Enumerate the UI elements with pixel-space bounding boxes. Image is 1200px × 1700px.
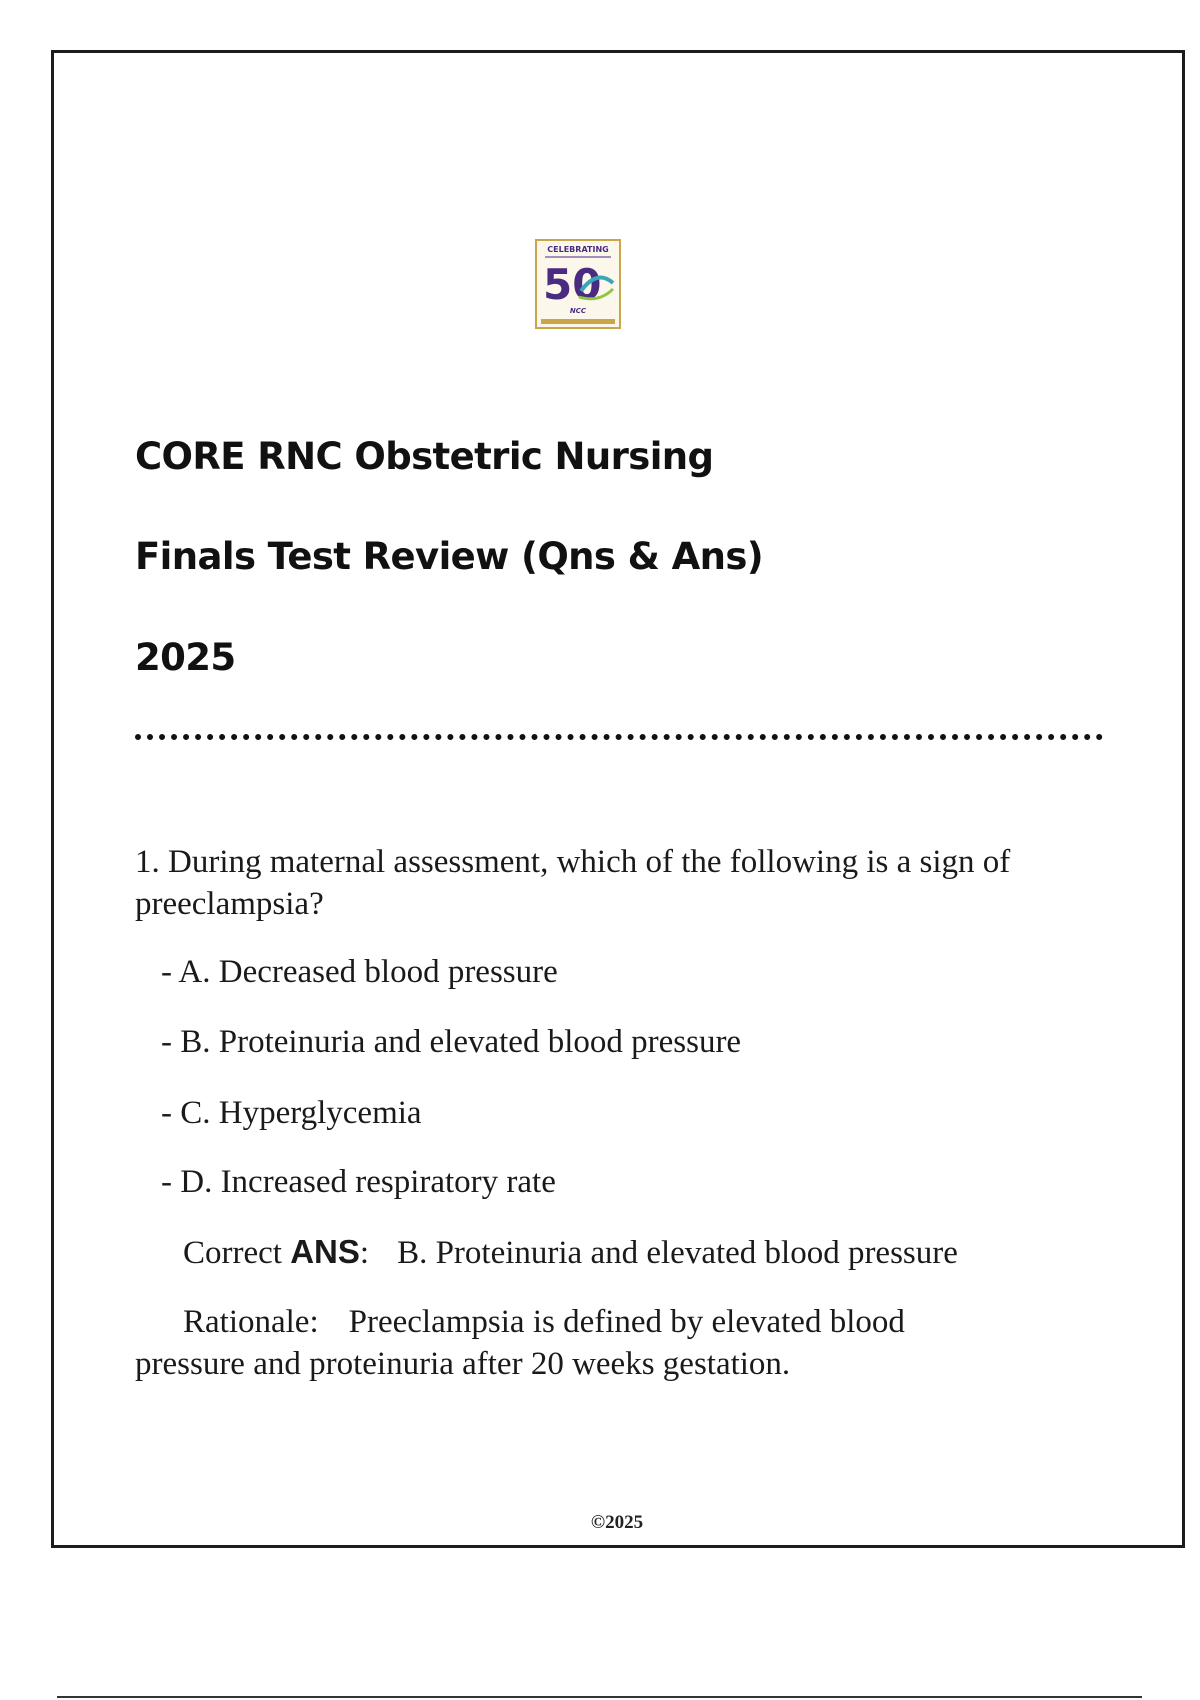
logo-number: 50 — [543, 260, 602, 309]
rationale-text-1: Preeclampsia is defined by elevated blood — [348, 1304, 905, 1340]
question-text-line-1: 1. During maternal assessment, which of the following is a sign of — [135, 844, 1011, 880]
option-a: - A. Decreased blood pressure — [161, 954, 558, 990]
answer-key: ANS — [290, 1233, 360, 1270]
rationale-line-2: pressure and proteinuria after 20 weeks gestation. — [135, 1346, 791, 1382]
title-line-2: Finals Test Review (Qns & Ans) — [135, 535, 764, 578]
logo-graphic — [537, 241, 619, 327]
answer-text: B. Proteinuria and elevated blood pressure — [397, 1235, 958, 1271]
title-line-3: 2025 — [135, 636, 236, 679]
option-d: - D. Increased respiratory rate — [161, 1164, 556, 1200]
logo-top-text: CELEBRATING — [547, 245, 609, 254]
dotted-divider — [135, 734, 1103, 740]
option-c: - C. Hyperglycemia — [161, 1095, 422, 1131]
answer-prefix: Correct — [183, 1235, 291, 1271]
correct-answer — [183, 1231, 958, 1274]
celebrating-50-logo — [535, 239, 621, 329]
rationale-line-1 — [183, 1301, 905, 1343]
copyright-footer: ©2025 — [590, 1512, 644, 1533]
title-line-1: CORE RNC Obstetric Nursing — [135, 435, 714, 478]
bottom-rule — [57, 1696, 1142, 1698]
option-b: - B. Proteinuria and elevated blood pressure — [161, 1024, 742, 1060]
rationale-label: Rationale: — [183, 1304, 319, 1340]
logo-org: NCC — [569, 307, 587, 315]
question-text-line-2: preeclampsia? — [135, 886, 324, 922]
answer-separator: : — [359, 1235, 370, 1271]
